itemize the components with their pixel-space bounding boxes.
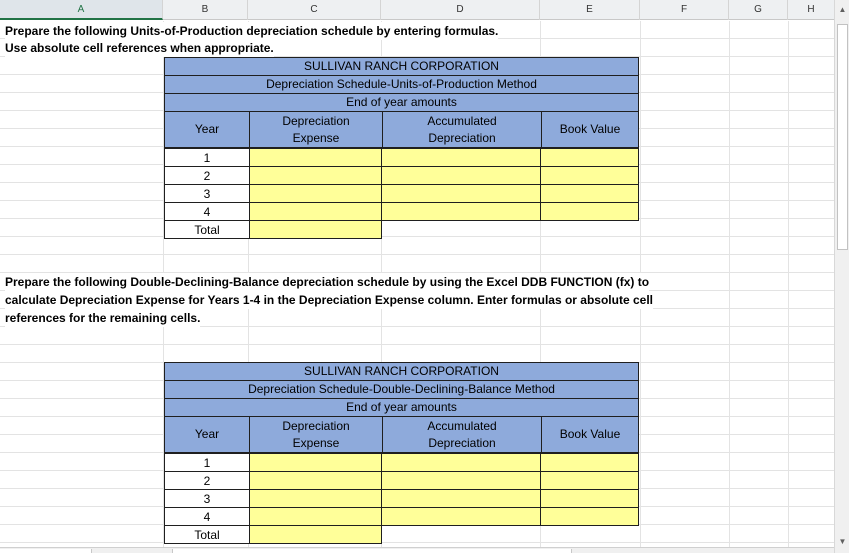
upo-dep-expense-input[interactable] [249, 148, 382, 167]
upo-dep-expense-input[interactable] [249, 166, 382, 185]
column-header-c[interactable]: C [248, 0, 381, 20]
column-header-h[interactable]: H [807, 4, 815, 15]
ddb-total-label: Total [164, 525, 250, 544]
upo-accum-dep-input[interactable] [381, 166, 541, 185]
upo-schedule-subtitle: End of year amounts [164, 93, 639, 111]
upo-year-cell: 4 [164, 202, 250, 221]
ddb-book-value-header: Book Value [559, 427, 621, 441]
upo-accum-dep-input[interactable] [381, 184, 541, 203]
upo-dep-expense-input[interactable] [249, 184, 382, 203]
column-header-e[interactable]: E [540, 0, 640, 20]
horizontal-scrollbar[interactable] [0, 547, 834, 553]
upo-instruction-line-2: Use absolute cell references when appropriate. [5, 41, 274, 55]
upo-book-value-input[interactable] [540, 202, 639, 221]
upo-year-header: Year [194, 122, 220, 136]
upo-year-cell: 1 [164, 148, 250, 167]
ddb-accum-dep-input[interactable] [381, 489, 541, 508]
ddb-book-value-input[interactable] [540, 453, 639, 472]
ddb-dep-expense-input[interactable] [249, 507, 382, 526]
ddb-dep-expense-input[interactable] [249, 471, 382, 490]
ddb-accum-dep-header [383, 417, 541, 452]
gridline [0, 236, 834, 237]
upo-company-name: SULLIVAN RANCH CORPORATION [164, 57, 639, 75]
upo-accum-dep-input[interactable] [381, 148, 541, 167]
upo-book-value-input[interactable] [540, 166, 639, 185]
upo-year-cell: 2 [164, 166, 250, 185]
gridline [0, 542, 834, 543]
upo-accum-dep-header-line-1: Accumulated [427, 113, 497, 128]
upo-dep-expense-header-line-2: Expense [292, 130, 340, 145]
ddb-header-row [164, 416, 639, 453]
ddb-year-cell: 1 [164, 453, 250, 472]
ddb-total-dep-expense-input[interactable] [249, 525, 382, 544]
gridline [0, 254, 834, 255]
upo-year-cell: 3 [164, 184, 250, 203]
column-header-g[interactable]: G [729, 0, 788, 20]
ddb-year-cell: 3 [164, 489, 250, 508]
sheet-tab-strip[interactable] [0, 549, 92, 553]
ddb-instruction-line-3: references for the remaining cells. [5, 311, 201, 325]
ddb-company-name: SULLIVAN RANCH CORPORATION [164, 362, 639, 380]
ddb-schedule-title: Depreciation Schedule-Double-Declining-Balance Method [164, 380, 639, 398]
upo-accum-dep-header [383, 112, 541, 147]
ddb-instruction-line-1: Prepare the following Double-Declining-Balance depreciation schedule by using the Excel DDB FUNCTION (fx) to [5, 275, 650, 289]
ddb-dep-expense-header-line-1: Depreciation [282, 418, 350, 433]
upo-dep-expense-header [250, 112, 382, 147]
ddb-accum-dep-input[interactable] [381, 507, 541, 526]
ddb-schedule-subtitle: End of year amounts [164, 398, 639, 416]
ddb-year-header: Year [194, 427, 220, 441]
column-header-a[interactable]: A [0, 0, 163, 20]
ddb-year-cell: 2 [164, 471, 250, 490]
gridline [729, 21, 730, 547]
column-header-d[interactable]: D [381, 0, 540, 20]
upo-dep-expense-header-line-1: Depreciation [282, 113, 350, 128]
upo-schedule-title: Depreciation Schedule-Units-of-Production Method [164, 75, 639, 93]
gridline [788, 21, 789, 547]
upo-total-dep-expense-input[interactable] [249, 220, 382, 239]
upo-accum-dep-input[interactable] [381, 202, 541, 221]
spreadsheet-grid[interactable] [0, 21, 834, 547]
upo-dep-expense-input[interactable] [249, 202, 382, 221]
scrollbar-thumb[interactable] [837, 24, 848, 250]
horizontal-scrollbar-thumb[interactable] [172, 549, 572, 553]
upo-instruction-line-1: Prepare the following Units-of-Production depreciation schedule by entering formulas. [5, 24, 499, 38]
upo-total-label: Total [164, 220, 250, 239]
ddb-accum-dep-input[interactable] [381, 471, 541, 490]
ddb-dep-expense-input[interactable] [249, 489, 382, 508]
ddb-accum-dep-header-line-1: Accumulated [427, 418, 497, 433]
vertical-scrollbar[interactable] [834, 0, 849, 553]
ddb-dep-expense-input[interactable] [249, 453, 382, 472]
ddb-book-value-input[interactable] [540, 507, 639, 526]
upo-book-value-header: Book Value [559, 122, 621, 136]
column-header-b[interactable]: B [163, 0, 248, 20]
ddb-accum-dep-header-line-2: Depreciation [428, 435, 496, 450]
column-header-f[interactable]: F [640, 0, 729, 20]
scroll-up-icon[interactable]: ▲ [838, 5, 847, 14]
upo-accum-dep-header-line-2: Depreciation [428, 130, 496, 145]
ddb-year-cell: 4 [164, 507, 250, 526]
upo-book-value-input[interactable] [540, 184, 639, 203]
ddb-instruction-line-2: calculate Depreciation Expense for Years 1-4 in the Depreciation Expense column. Enter formulas or absolute cell [5, 293, 653, 307]
upo-header-row [164, 111, 639, 148]
scroll-down-icon[interactable]: ▼ [838, 537, 847, 546]
ddb-dep-expense-header-line-2: Expense [292, 435, 340, 450]
ddb-book-value-input[interactable] [540, 489, 639, 508]
upo-book-value-input[interactable] [540, 148, 639, 167]
ddb-book-value-input[interactable] [540, 471, 639, 490]
gridline [0, 344, 834, 345]
ddb-accum-dep-input[interactable] [381, 453, 541, 472]
ddb-dep-expense-header [250, 417, 382, 452]
column-header-bar [0, 0, 834, 20]
